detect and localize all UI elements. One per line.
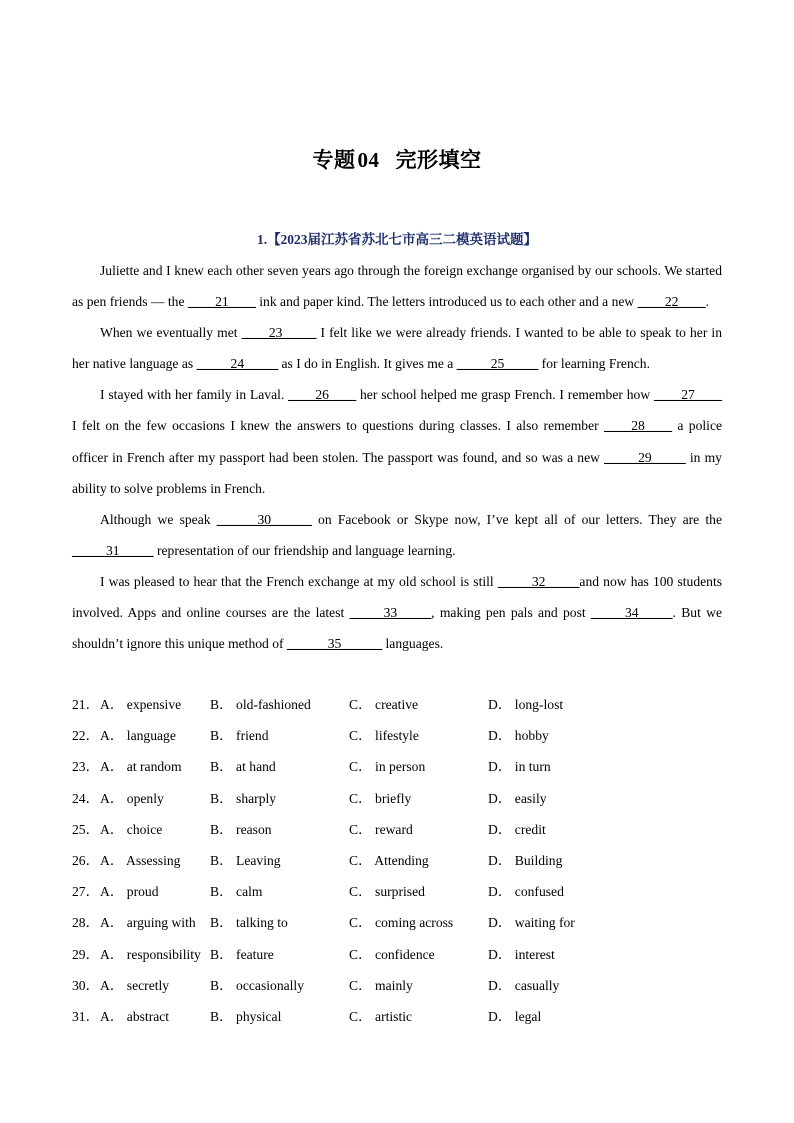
blank-25: _____25_____ <box>456 356 539 372</box>
question-number: 29． <box>72 946 100 962</box>
option-b: B． old-fashioned <box>210 697 311 712</box>
option-b: B． at hand <box>210 759 276 775</box>
option-b: B． reason <box>210 821 272 837</box>
passage-text: I was pleased to hear that the French exchange at my old school is still <box>100 573 498 589</box>
option-d: D． hobby <box>488 728 549 744</box>
title-prefix: 专题 <box>312 148 356 172</box>
option-row <box>72 689 722 720</box>
option-row <box>72 939 722 970</box>
question-number: 24． <box>72 790 100 806</box>
blank-24: _____24_____ <box>196 356 279 372</box>
blank-35: ______35______ <box>286 636 383 652</box>
blank-28: ____28____ <box>604 418 672 434</box>
passage-text: on Facebook or Skype now, I’ve kept all of our letters. They are the <box>311 511 722 527</box>
option-d: D． interest <box>488 946 555 962</box>
blank-23: ____23_____ <box>241 325 317 341</box>
option-c: C． creative <box>349 697 419 712</box>
blank-29: _____29_____ <box>604 449 686 465</box>
blank-30: ______30______ <box>216 511 312 527</box>
option-row <box>72 1001 722 1032</box>
option-a: A． expensive <box>100 697 182 712</box>
option-row <box>72 876 722 907</box>
option-b: B． Leaving <box>210 852 281 868</box>
question-number: 26． <box>72 852 100 868</box>
blank-22: ____22____ <box>637 294 706 310</box>
option-row <box>72 845 722 876</box>
option-c: C． Attending <box>349 852 429 868</box>
option-c: C． surprised <box>349 884 425 900</box>
option-c: C． reward <box>349 821 413 837</box>
option-row <box>72 814 722 845</box>
passage-text: in my ability to solve problems in French. <box>72 449 722 496</box>
option-c: C． artistic <box>349 1008 413 1024</box>
passage-text: I felt on the few occasions I knew the answers to questions during classes. I also remember <box>72 418 605 434</box>
passage-text: her school helped me grasp French. I remember how <box>356 387 655 403</box>
question-number: 30． <box>72 977 100 993</box>
passage-text: languages. <box>382 636 444 652</box>
question-number: 21． <box>72 697 100 712</box>
option-a: A． responsibility <box>100 946 201 962</box>
option-b: B． feature <box>210 946 274 962</box>
blank-27: ____27____ <box>654 387 722 403</box>
option-c: C． briefly <box>349 790 412 806</box>
passage-text: I felt like we were already friends. I wanted to be able to speak to her in her native language as <box>72 325 722 372</box>
blank-31: _____31_____ <box>72 542 154 558</box>
option-a: A． proud <box>100 884 159 900</box>
option-a: A． at random <box>100 759 182 775</box>
blank-21: ____21____ <box>187 294 256 310</box>
option-row <box>72 783 722 814</box>
answer-options <box>72 689 722 1032</box>
option-d: D． Building <box>488 852 563 868</box>
option-a: A． language <box>100 728 176 744</box>
passage-text: a police officer in French after my passport had been stolen. The passport was found, and so was a new <box>72 418 723 465</box>
option-a: A． Assessing <box>100 852 181 868</box>
option-b: B． sharply <box>210 790 277 806</box>
option-a: A． arguing with <box>100 915 196 931</box>
option-b: B． physical <box>210 1008 282 1024</box>
option-row <box>72 970 722 1001</box>
option-row <box>72 720 722 751</box>
option-c: C． mainly <box>349 977 413 993</box>
passage-text: and now has 100 students involved. Apps and online courses are the latest <box>72 573 723 621</box>
option-d: D． long-lost <box>488 697 564 712</box>
question-number: 22． <box>72 728 100 744</box>
option-row <box>72 751 722 782</box>
passage-text: I stayed with her family in Laval. <box>100 387 289 403</box>
question-source: 1.【2023届江苏省苏北七市高三二模英语试题】 <box>256 232 538 247</box>
option-row <box>72 907 722 938</box>
option-b: B． calm <box>210 884 263 900</box>
passage-text: . But we shouldn’t ignore this unique method of <box>72 605 723 652</box>
question-number: 27． <box>72 884 100 900</box>
paragraph-3 <box>72 379 722 503</box>
title-number: 04 <box>357 148 380 172</box>
paragraph-4 <box>72 504 722 566</box>
option-c: C． lifestyle <box>349 728 419 744</box>
option-d: D． legal <box>488 1008 542 1024</box>
passage-text: . <box>705 294 710 310</box>
page-title <box>0 144 794 174</box>
blank-33: _____33_____ <box>349 605 432 621</box>
option-d: D． credit <box>488 821 546 837</box>
blank-32: _____32_____ <box>497 573 580 589</box>
blank-34: _____34_____ <box>590 605 673 621</box>
blank-26: ____26____ <box>288 387 357 403</box>
question-number: 23． <box>72 759 100 775</box>
option-a: A． openly <box>100 790 164 806</box>
question-number: 25． <box>72 821 100 837</box>
option-c: C． coming across <box>349 915 454 931</box>
passage-text: When we eventually met <box>100 325 242 341</box>
paragraph-1 <box>72 255 722 317</box>
question-number: 31． <box>72 1008 100 1024</box>
option-c: C． confidence <box>349 946 435 962</box>
option-b: B． friend <box>210 728 269 744</box>
passage-text: , making pen pals and post <box>431 605 591 621</box>
paragraph-5 <box>72 566 722 659</box>
passage-text: representation of our friendship and language learning. <box>153 542 456 558</box>
option-d: D． easily <box>488 790 547 806</box>
passage-text: as I do in English. It gives me a <box>278 356 457 372</box>
option-d: D． waiting for <box>488 915 575 931</box>
option-b: B． talking to <box>210 915 288 931</box>
paragraph-2 <box>72 317 722 379</box>
option-d: D． in turn <box>488 759 551 775</box>
option-d: D． confused <box>488 884 564 900</box>
option-a: A． secretly <box>100 977 170 993</box>
option-b: B． occasionally <box>210 977 305 993</box>
option-d: D． casually <box>488 977 560 993</box>
option-a: A． abstract <box>100 1008 170 1024</box>
cloze-passage <box>72 255 722 659</box>
passage-text: ink and paper kind. The letters introduced us to each other and a new <box>255 294 638 310</box>
option-a: A． choice <box>100 821 163 837</box>
title-text: 完形填空 <box>395 148 482 172</box>
passage-text: Although we speak <box>100 511 217 527</box>
option-c: C． in person <box>349 759 426 775</box>
question-number: 28． <box>72 915 100 931</box>
passage-text: for learning French. <box>538 356 650 372</box>
passage-text: Juliette and I knew each other seven years ago through the foreign exchange organised by our schools. We started as pen friends — the <box>72 263 722 310</box>
